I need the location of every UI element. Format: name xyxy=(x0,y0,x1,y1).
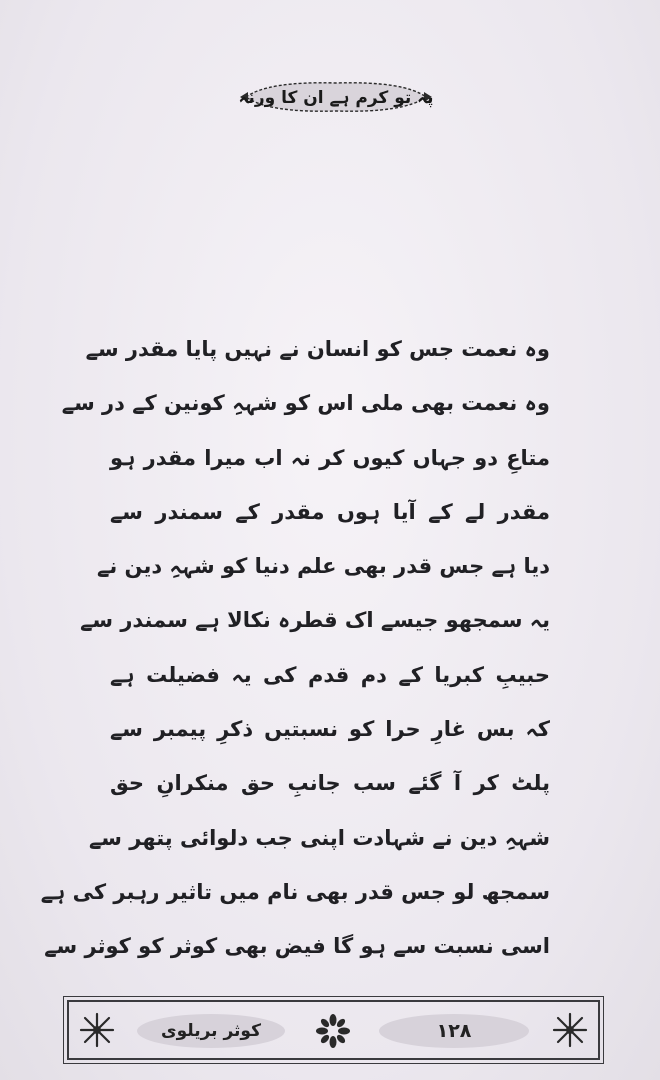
verse-line: حبیبِ کبریا کے دم قدم کی یہ فضیلت ہے xyxy=(110,662,550,687)
poet-name-oval xyxy=(137,1014,285,1048)
verse-line: اسی نسبت سے ہو گا فیض بھی کوثر کو کوثر سے xyxy=(44,934,550,959)
poet-name: کوثر بریلوی xyxy=(161,1021,261,1041)
page-number: ۱۲۸ xyxy=(436,1020,472,1042)
flower-icon xyxy=(315,1013,351,1049)
poem-body xyxy=(40,322,550,974)
verse-line: پلٹ کر آ گئے سب جانبِ حق منکرانِ حق xyxy=(110,771,550,796)
verse-line: کہ بس غارِ حرا کو نسبتیں ذکرِ پیمبر سے xyxy=(110,717,550,742)
verse-line: سمجھ لو جس قدر بھی نام میں تاثیر رہبر کی ہے xyxy=(40,879,550,904)
flourish-icon xyxy=(550,1010,590,1050)
verse-line: دیا ہے جس قدر بھی علم دنیا کو شہہِ دین نے xyxy=(97,554,550,579)
chapter-title: پہ تو کرم ہے ان کا ورنہ xyxy=(238,87,434,108)
verse-line: یہ سمجھو جیسے اک قطرہ نکالا ہے سمندر سے xyxy=(80,608,550,633)
flourish-icon xyxy=(77,1010,117,1050)
verse-line: شہہِ دین نے شہادت اپنی جب دلوائی پتھر سے xyxy=(89,825,550,850)
verse-line: متاعِ دو جہاں کیوں کر نہ اب میرا مقدر ہو xyxy=(110,445,550,470)
verse-line: وہ نعمت جس کو انسان نے نہیں پایا مقدر سے xyxy=(85,337,550,361)
footer-frame xyxy=(67,1000,600,1060)
page-number-oval xyxy=(379,1014,529,1048)
header-banner xyxy=(238,78,434,116)
verse-line: وہ نعمت بھی ملی اس کو شہہِ کونین کے در سے xyxy=(61,391,550,416)
verse-line: مقدر لے کے آیا ہوں مقدر کے سمندر سے xyxy=(110,499,550,524)
